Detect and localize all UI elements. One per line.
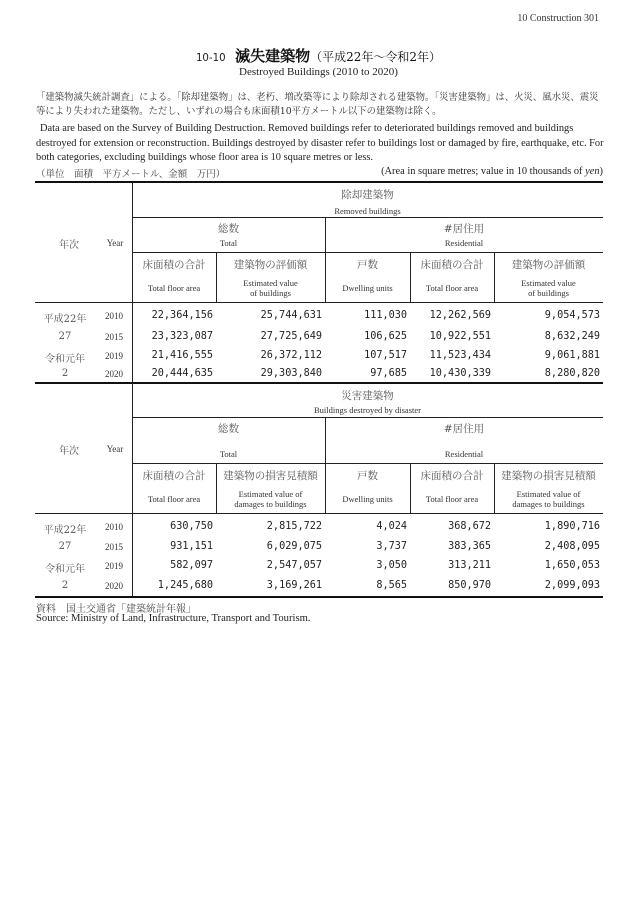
column-header-en-line2: of buildings bbox=[528, 288, 569, 298]
page-header: 10 Construction 301 bbox=[517, 13, 599, 24]
table-cell: 3,050 bbox=[376, 560, 407, 571]
year-header-jp: 年次 bbox=[59, 446, 79, 457]
row-year-jp: 令和元年 bbox=[45, 564, 85, 575]
row-year-en: 2010 bbox=[105, 522, 123, 532]
row-year-en: 2020 bbox=[105, 581, 123, 591]
table-cell: 383,365 bbox=[448, 541, 491, 552]
column-header-en: Total floor area bbox=[425, 494, 479, 504]
table-cell: 9,061,881 bbox=[544, 350, 600, 361]
table-number: 10-10 bbox=[195, 53, 226, 64]
table-cell: 2,815,722 bbox=[266, 521, 322, 532]
column-header-jp: 建築物の損害見積額 bbox=[223, 470, 318, 482]
column-header-jp: 戸数 bbox=[357, 259, 378, 271]
header-rule bbox=[132, 252, 603, 253]
table-cell: 630,750 bbox=[170, 521, 213, 532]
table-cell: 8,280,820 bbox=[544, 368, 600, 379]
column-header-en: Estimated value of bbox=[516, 489, 581, 499]
table-cell: 850,970 bbox=[448, 580, 491, 591]
source-en: Source: Ministry of Land, Infrastructure, Transport and Tourism. bbox=[36, 613, 311, 624]
table-cell: 9,054,573 bbox=[544, 310, 600, 321]
section-title-en: Buildings destroyed by disaster bbox=[314, 405, 421, 415]
year-header-en: Year bbox=[106, 444, 124, 454]
column-header-jp: 建築物の評価額 bbox=[233, 259, 308, 271]
table-cell: 10,922,551 bbox=[429, 331, 491, 342]
table-cell: 12,262,569 bbox=[429, 310, 491, 321]
year-header-jp: 年次 bbox=[59, 240, 79, 251]
table-cell: 1,890,716 bbox=[544, 521, 600, 532]
column-header-en-line2: damages to buildings bbox=[234, 499, 307, 509]
column-header-jp: 床面積の合計 bbox=[420, 470, 484, 482]
table-cell: 313,211 bbox=[448, 560, 491, 571]
table-cell: 368,672 bbox=[448, 521, 491, 532]
group-residential-en: Residential bbox=[444, 449, 484, 459]
group-residential-jp: #居住用 bbox=[443, 423, 485, 435]
header-rule bbox=[132, 217, 603, 218]
table-cell: 106,625 bbox=[364, 331, 407, 342]
table-cell: 6,029,075 bbox=[266, 541, 322, 552]
row-year-en: 2019 bbox=[105, 561, 123, 571]
year-header-en: Year bbox=[106, 238, 124, 248]
table-cell: 111,030 bbox=[364, 310, 407, 321]
table-cell: 11,523,434 bbox=[429, 350, 491, 361]
table-cell: 27,725,649 bbox=[260, 331, 322, 342]
table-cell: 582,097 bbox=[170, 560, 213, 571]
column-header-en: Total floor area bbox=[425, 283, 479, 293]
column-header-en: Total floor area bbox=[147, 283, 201, 293]
table-cell: 931,151 bbox=[170, 541, 213, 552]
table-cell: 29,303,840 bbox=[260, 368, 322, 379]
column-header-en-line2: of buildings bbox=[250, 288, 291, 298]
table-cell: 21,416,555 bbox=[151, 350, 213, 361]
section-title-jp: 災害建築物 bbox=[341, 390, 394, 402]
table-cell: 26,372,112 bbox=[260, 350, 322, 361]
table-cell: 23,323,087 bbox=[151, 331, 213, 342]
table-cell: 3,737 bbox=[376, 541, 407, 552]
row-year-jp: 27 bbox=[58, 331, 72, 342]
table-cell: 2,408,095 bbox=[544, 541, 600, 552]
table-cell: 3,169,261 bbox=[266, 580, 322, 591]
row-year-jp: 2 bbox=[61, 368, 69, 379]
table-cell: 8,632,249 bbox=[544, 331, 600, 342]
table-cell: 22,364,156 bbox=[151, 310, 213, 321]
unit-jp: （単位 面積 平方メートル、金額 万円） bbox=[36, 169, 226, 180]
table-rule-bottom bbox=[35, 596, 603, 598]
source-jp: 資料 国土交通省「建築統計年報」 bbox=[36, 604, 196, 615]
section-title-jp: 除却建築物 bbox=[341, 189, 394, 201]
row-year-en: 2015 bbox=[105, 332, 123, 342]
column-header-en: Estimated value bbox=[521, 278, 576, 288]
column-header-en: Dwelling units bbox=[342, 283, 393, 293]
column-header-en: Estimated value of bbox=[238, 489, 303, 499]
table-cell: 25,744,631 bbox=[260, 310, 322, 321]
column-header-en-line2: damages to buildings bbox=[512, 499, 585, 509]
table-cell: 8,565 bbox=[376, 580, 407, 591]
section-title-en: Removed buildings bbox=[334, 206, 401, 216]
column-header-jp: 建築物の評価額 bbox=[511, 259, 586, 271]
row-year-en: 2015 bbox=[105, 542, 123, 552]
column-header-jp: 床面積の合計 bbox=[420, 259, 484, 271]
table-cell: 1,245,680 bbox=[157, 580, 213, 591]
column-header-jp: 建築物の損害見積額 bbox=[501, 470, 596, 482]
row-year-jp: 27 bbox=[58, 541, 72, 552]
table-cell: 1,650,053 bbox=[544, 560, 600, 571]
table-title bbox=[0, 45, 637, 66]
title-en: Destroyed Buildings (2010 to 2020) bbox=[239, 66, 398, 78]
unit-en: (Area in square metres; value in 10 thousands of yen) bbox=[381, 166, 603, 177]
table-cell: 4,024 bbox=[376, 521, 407, 532]
group-residential-en: Residential bbox=[444, 238, 484, 248]
group-total-en: Total bbox=[219, 238, 238, 248]
row-year-jp: 2 bbox=[61, 580, 69, 591]
group-residential-jp: #居住用 bbox=[443, 223, 485, 235]
column-header-jp: 戸数 bbox=[357, 470, 378, 482]
table-cell: 107,517 bbox=[364, 350, 407, 361]
table-cell: 2,547,057 bbox=[266, 560, 322, 571]
table-cell: 97,685 bbox=[370, 368, 407, 379]
row-year-jp: 令和元年 bbox=[45, 354, 85, 365]
row-year-en: 2020 bbox=[105, 369, 123, 379]
row-year-jp: 平成22年 bbox=[43, 525, 87, 536]
row-year-jp: 平成22年 bbox=[43, 314, 87, 325]
column-header-jp: 床面積の合計 bbox=[142, 470, 206, 482]
title-period: （平成22年～令和2年） bbox=[310, 50, 442, 64]
header-rule bbox=[35, 513, 603, 514]
header-rule bbox=[35, 302, 603, 303]
table-rule-top bbox=[35, 382, 603, 384]
group-total-jp: 総数 bbox=[218, 223, 239, 235]
group-total-en: Total bbox=[219, 449, 238, 459]
table-cell: 2,099,093 bbox=[544, 580, 600, 591]
header-rule bbox=[132, 463, 603, 464]
column-header-jp: 床面積の合計 bbox=[142, 259, 206, 271]
note-en: Data are based on the Survey of Building Destruction. Removed buildings refer to deteriorated buildings removed and buildings destroyed for extension or reconstruction. Buildings destroyed by disaster refer to buildings lost or damaged by fire, earthquake, etc. For both categories, excluding buildings whose floor area is 10 square metres or less. bbox=[36, 123, 604, 163]
row-year-en: 2010 bbox=[105, 311, 123, 321]
table-rule-top bbox=[35, 181, 603, 183]
column-header-en: Total floor area bbox=[147, 494, 201, 504]
header-rule bbox=[132, 417, 603, 418]
group-total-jp: 総数 bbox=[218, 423, 239, 435]
row-year-en: 2019 bbox=[105, 351, 123, 361]
note-jp: 「建築物滅失統計調査」による。「除却建築物」は、老朽、増改築等により除却される建築物。「災害建築物」は、火災、風水災、震災等により失われた建築物。ただし、いずれの場合も床面積10平方メートル以下の建築物は除く。 bbox=[36, 92, 599, 117]
column-header-en: Estimated value bbox=[243, 278, 298, 288]
table-cell: 20,444,635 bbox=[151, 368, 213, 379]
table-cell: 10,430,339 bbox=[429, 368, 491, 379]
column-header-en: Dwelling units bbox=[342, 494, 393, 504]
title-jp: 滅失建築物 bbox=[235, 47, 311, 65]
